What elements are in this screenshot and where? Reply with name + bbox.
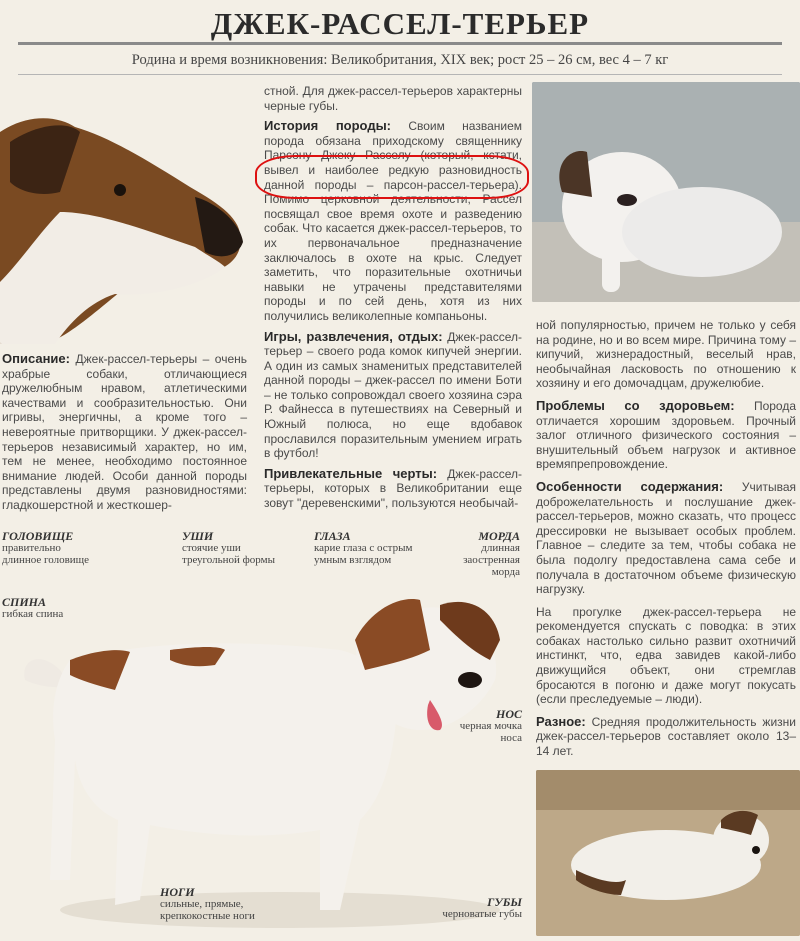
health-text: Порода отличается хорошим здоровьем. Прочный залог отличного физического состояния – внушительный объем нагрузок и активное времяпрепровождение. (536, 398, 796, 472)
health-paragraph (536, 399, 796, 472)
traits-text: Джек-рассел-терьеры, которых в Великобритании еще зовут "деревенскими", пользуются необычай- (264, 466, 522, 511)
misc-paragraph (536, 715, 796, 759)
history-paragraph (264, 119, 522, 323)
label-muzzle (440, 530, 520, 578)
page-subtitle: Родина и время возникновения: Великобритания, XIX век; рост 25 – 26 см, вес 4 – 7 кг (131, 52, 669, 68)
health-heading: Проблемы со здоровьем: (536, 397, 735, 413)
label-eyes-text: карие глаза с острым умным взглядом (314, 542, 413, 566)
middle-top-text: стной. Для джек-рассел-терьеров характерны черные губы. (264, 84, 522, 113)
label-eyes (314, 530, 424, 566)
middle-column (264, 84, 522, 511)
traits-heading: Привлекательные черты: (264, 465, 438, 481)
lying-puppy-photo (536, 770, 800, 936)
label-lips (420, 896, 522, 920)
label-head-text: правительно длинное головище (2, 542, 90, 566)
label-ears-title: УШИ (182, 529, 214, 543)
walk-text: На прогулке джек-рассел-терьера не рекомендуется спускать с поводка: в этих собаках настолько сильно развит охотничий инстинкт, что, едва завидев какой-либо движущийся объект, они стремглав бросаются в погоню и даже могут покусать (если преследуемые – люди). (536, 604, 796, 707)
misc-text: Средняя продолжительность жизни джек-рассел-терьеров составляет около 13–14 лет. (536, 714, 796, 759)
label-ears (182, 530, 282, 566)
label-nose (448, 708, 522, 744)
label-head (2, 530, 102, 566)
label-nose-title: НОС (495, 707, 522, 721)
label-nose-text: черная мочка носа (459, 720, 522, 744)
right-column (536, 318, 796, 759)
right-cont-text: ной популярностью, причем не только у себя на родине, но и во всем мире. Причина тому – кипучий, жизнерадостный, веселый нрав, необычайная ласковость по отношению к хозяину и его домочадцам, дружелюбие. (536, 318, 796, 391)
games-paragraph (264, 330, 522, 461)
label-ears-text: стоячие уши треугольной формы (182, 542, 275, 566)
title-rule (18, 42, 782, 45)
subtitle-rule (18, 74, 782, 75)
dog-head-photo (0, 82, 250, 344)
puppy-photo (532, 82, 800, 302)
description-text: Джек-рассел-терьеры – очень храбрые собаки, отличающиеся дружелюбным нравом, атлетическими качествами и сообразительностью. Они игривы, энергичны, а кроме того – невероятные притворщики. У джек-рассел-терьеров независимый характер, но им, тем не менее, необходимо постоянное внимание людей. Особи данной породы представлены двумя разновидностями: гладкошерстной и жесткошер- (2, 352, 247, 512)
label-back-text: гибкая спина (2, 608, 64, 620)
label-muzzle-text: длинная заостренная морда (463, 542, 520, 578)
label-lips-title: ГУБЫ (487, 895, 522, 909)
games-text: Джек-рассел-терьер – своего рода комок кипучей энергии. А один из самых знаменитых представителей данной породы – джек-рассел по имени Боти – не только сопровождал своего хозяина сэра Р. Файнесса в путешествиях на Северный и Южный полюса, но еще вдобавок прославился поразительным умением играть в футбол! (264, 329, 522, 461)
label-legs (160, 886, 280, 922)
label-eyes-title: ГЛАЗА (314, 529, 351, 543)
label-back-title: СПИНА (2, 595, 47, 609)
misc-heading: Разное: (536, 713, 586, 729)
page-title: ДЖЕК-РАССЕЛ-ТЕРЬЕР (210, 6, 590, 41)
care-heading: Особенности содержания: (536, 478, 724, 494)
dog-full-body-photo (0, 580, 530, 936)
description-paragraph (2, 352, 247, 513)
label-legs-title: НОГИ (160, 885, 195, 899)
history-heading: История породы: (264, 118, 392, 134)
traits-paragraph (264, 467, 522, 511)
label-head-title: ГОЛОВИЩЕ (2, 529, 74, 543)
care-paragraph (536, 480, 796, 597)
description-heading: Описание: (2, 351, 70, 366)
games-heading: Игры, развлечения, отдых: (264, 328, 443, 344)
label-legs-text: сильные, прямые, крепкокостные ноги (160, 898, 255, 922)
label-lips-text: черноватые губы (442, 908, 522, 920)
label-muzzle-title: МОРДА (478, 529, 520, 543)
history-text: Своим названием порода обязана приходскому священнику Парсону Джеку Расселу (который, кстати, вывел и наиболее редкую разновидность данной породы – парсон-рассел-терьера). Помимо церковной деятельности, Рассел посвящал свое время охоте и разведению собак. Что касается джек-рассел-терьеров, то их первоначальное предназначение заключалось в охоте на крыс. Следует заметить, что поразительные охотничьи навыки не утрачены представителями породы и по сей день, хотя из них получились великолепные компаньоны. (264, 119, 523, 323)
red-pen-annotation (255, 155, 529, 199)
care-text: Учитывая доброжелательность и послушание джек-рассел-терьеров, можно сказать, что процесс дрессировки не вызывает особых проблем. Главное – следите за тем, чтобы собака не была подолгу предоставлена сама себе и получала в достаточном объеме физическую нагрузку. (536, 479, 796, 597)
label-back (2, 596, 82, 620)
